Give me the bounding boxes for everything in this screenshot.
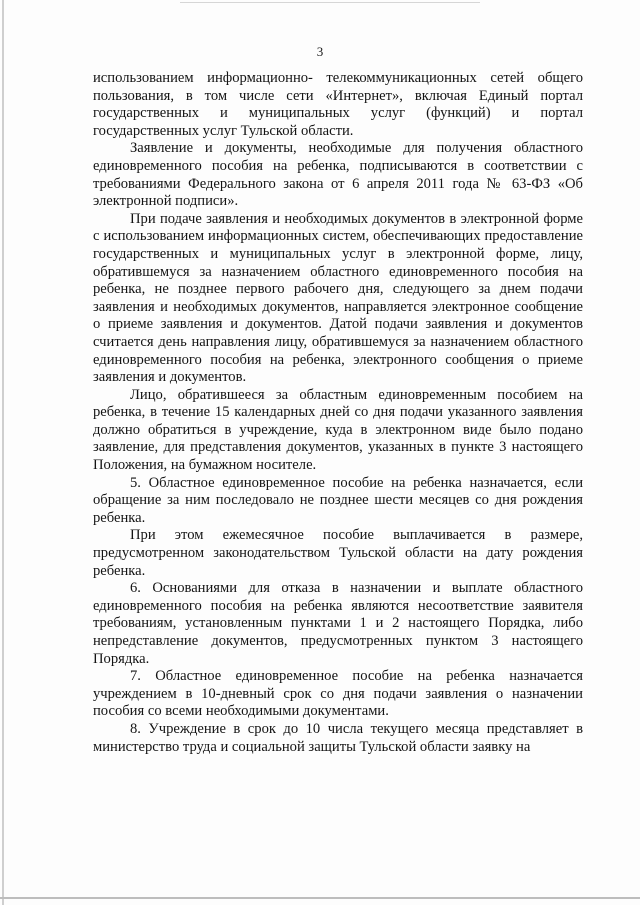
paragraph-paper-documents: Лицо, обратившееся за областным единовременным пособием на ребенка, в течение 15 календарных дней со дня подачи указанного заявления должно обратиться в учреждение, куда в электронном виде было подано заявление, для представления документов, указанных в пункте 3 настоящего Положения, на бумажном носителе. (93, 386, 583, 474)
page-number: 3 (316, 44, 324, 59)
paragraph-item-5: 5. Областное единовременное пособие на ребенка назначается, если обращение за ним последовало не позднее шести месяцев со дня рождения ребенка. (93, 474, 583, 526)
document-body (93, 70, 583, 756)
paragraph-continuation: использованием информационно- телекоммуникационных сетей общего пользования, в том числе сети «Интернет», включая Единый портал государственных и муниципальных услуг (функций) и портал государственных услуг Тульской области. (93, 70, 583, 139)
scan-edge-bottom (0, 897, 640, 899)
paragraph-item-8: 8. Учреждение в срок до 10 числа текущего месяца представляет в министерство труда и социальной защиты Тульской области заявку на (93, 720, 583, 755)
paragraph-electronic-submission: При подаче заявления и необходимых документов в электронной форме с использованием информационных систем, обеспечивающих предоставление государственных и муниципальных услуг в электронной форме, лицу, обратившемуся за назначением областного единовременного пособия на ребенка, не позднее первого рабочего дня, следующего за днем подачи заявления и необходимых документов, направляется электронное сообщение о приеме заявления и документов. Датой подачи заявления и документов считается день направления лицу, обратившемуся за назначением областного единовременного пособия на ребенка, электронного сообщения о приеме заявления и документов. (93, 210, 583, 386)
scan-edge-top (180, 2, 480, 3)
paragraph-item-7: 7. Областное единовременное пособие на ребенка назначается учреждением в 10-дневный срок со дня подачи заявления о назначении пособия со всеми необходимыми документами. (93, 668, 583, 720)
paragraph-item-5-note: При этом ежемесячное пособие выплачивается в размере, предусмотренном законодательством Тульской области на дату рождения ребенка. (93, 527, 583, 579)
paragraph-item-6: 6. Основаниями для отказа в назначении и выплате областного единовременного пособия на ребенка являются несоответствие заявителя требованиям, установленным пунктами 1 и 2 настоящего Порядка, либо непредставление документов, предусмотренных пунктом 3 настоящего Порядка. (93, 580, 583, 667)
scan-edge-left (2, 0, 4, 905)
paragraph-electronic-signature: Заявление и документы, необходимые для получения областного единовременного пособия на ребенка, подписываются в соответствии с требованиями Федерального закона от 6 апреля 2011 года № 63-ФЗ «Об электронной подписи». (93, 140, 583, 210)
